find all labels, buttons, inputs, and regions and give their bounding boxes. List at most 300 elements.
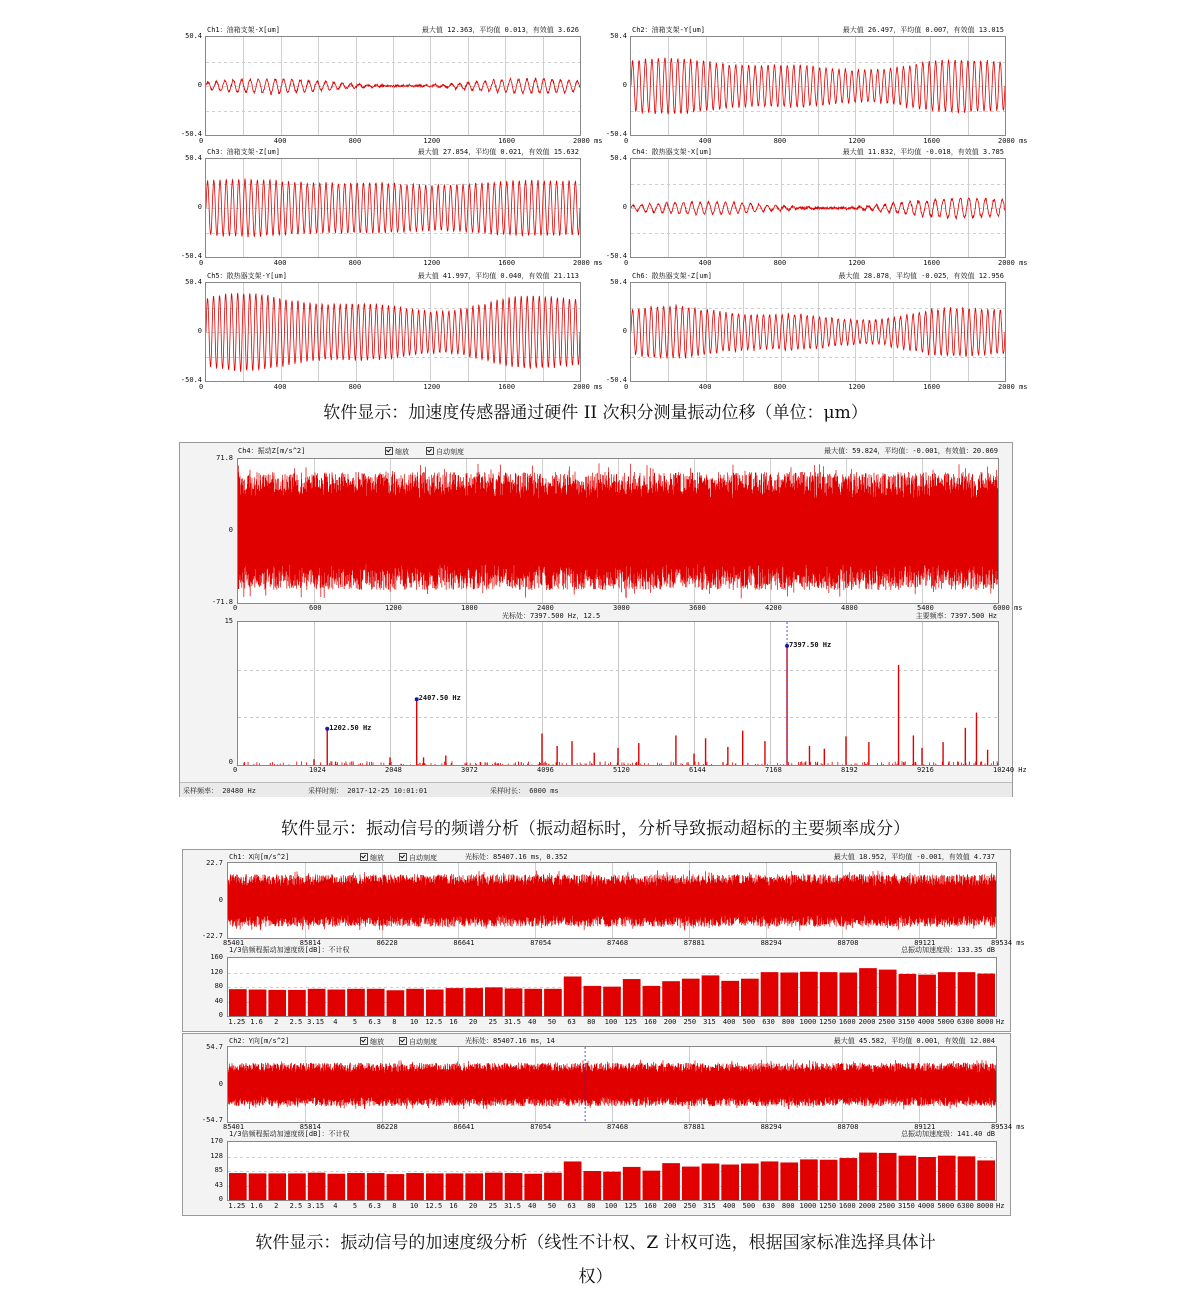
octave-band-label: 16 [449, 1202, 458, 1210]
x-tick-label: 2000 ms [573, 259, 603, 267]
y-max-label: 50.4 [185, 154, 202, 162]
x-tick-label: 85401 [223, 1123, 245, 1131]
x-tick-label: 1600 [498, 137, 516, 145]
bar-y-tick: 40 [214, 996, 223, 1005]
x-tick-label: 2000 ms [998, 383, 1028, 391]
octave-band-label: 16 [449, 1018, 458, 1026]
bar-y-tick: 0 [218, 1011, 223, 1019]
bar-chart-title: 1/3倍频程振动加速度级[dB]：不计权 [229, 946, 350, 954]
x-tick-label: 4200 [765, 604, 782, 612]
octave-bar [387, 990, 405, 1016]
octave-bar [899, 1156, 917, 1200]
waveform-svg [631, 283, 1005, 381]
octave-bar [721, 981, 739, 1016]
octave-band-label: 1.6 [250, 1018, 263, 1026]
x-tick-label: 800 [773, 383, 787, 391]
spectrum-x-tick: 6144 [689, 766, 706, 774]
x-tick-label: 1200 [423, 137, 441, 145]
octave-band-label: 63 [567, 1018, 576, 1026]
waveform-svg [631, 159, 1005, 257]
octave-band-label: 4 [333, 1202, 338, 1210]
main-frequency-readout: 主要频率：7397.500 Hz [915, 612, 997, 620]
octave-bar-svg [228, 1142, 996, 1200]
octave-bar [623, 1167, 641, 1200]
zoom-checkbox[interactable] [385, 447, 409, 456]
octave-band-label: 80 [587, 1018, 596, 1026]
waveform-plot-4 [630, 158, 1006, 258]
x-tick-label: 86228 [376, 939, 398, 947]
octave-bar [938, 972, 956, 1016]
octave-band-label: 20 [468, 1202, 478, 1210]
y-max-label: 22.7 [206, 859, 223, 867]
checkbox-icon[interactable] [385, 447, 393, 455]
channel-stats: 最大值 28.878，平均值 -0.025，有效值 12.956 [838, 272, 1004, 280]
x-tick-label: 89534 ms [991, 939, 1025, 947]
x-tick-label: 88294 [760, 939, 782, 947]
channel-stats: 最大值 11.832，平均值 -0.018，有效值 3.785 [842, 148, 1004, 156]
y-min-label: -50.4 [180, 252, 202, 260]
x-tick-label: 0 [199, 259, 204, 267]
y-zero-label: 0 [197, 81, 202, 89]
x-tick-label: 1200 [423, 259, 441, 267]
octave-band-label: 8000 [976, 1202, 994, 1210]
y-zero-label: 0 [228, 526, 233, 534]
spectrum-window [179, 442, 1027, 797]
time-plot-stats: 最大值：59.824，平均值：-0.001，有效值：20.069 [824, 447, 998, 455]
y-max-label: 50.4 [610, 278, 627, 286]
octave-bar [524, 989, 542, 1016]
acceleration-panel-1 [182, 849, 1025, 1032]
octave-band-label: 2.5 [289, 1202, 303, 1210]
checkbox-icon[interactable] [360, 853, 368, 861]
x-tick-label: 1600 [923, 137, 941, 145]
channel-stats: 最大值 41.997，平均值 0.040，有效值 21.113 [417, 272, 579, 280]
time-waveform-trace-core [238, 501, 998, 560]
octave-bar [958, 972, 976, 1016]
octave-band-label: 12.5 [425, 1018, 443, 1026]
acceleration-time-svg [228, 1047, 996, 1122]
octave-band-label: 250 [683, 1018, 697, 1026]
octave-bar [524, 1174, 542, 1200]
octave-bar [702, 975, 720, 1016]
octave-bar [662, 981, 680, 1016]
x-tick-label: 87881 [683, 1123, 705, 1131]
x-tick-label: 800 [773, 259, 787, 267]
autoscale-checkbox[interactable] [399, 853, 437, 862]
x-tick-label: 89121 [914, 939, 936, 947]
bar-y-tick: 170 [210, 1137, 223, 1145]
octave-band-label: 630 [762, 1202, 775, 1210]
octave-bar [308, 1173, 326, 1200]
x-tick-label: 1600 [923, 383, 941, 391]
total-level: 总振动加速度级：141.40 dB [901, 1130, 995, 1138]
octave-band-label: 160 [644, 1202, 657, 1210]
x-tick-label: 1200 [385, 604, 402, 612]
octave-band-label: 4000 [917, 1018, 935, 1026]
x-tick-label: 87468 [607, 939, 629, 947]
x-tick-label: 2000 ms [998, 137, 1028, 145]
x-tick-label: 88294 [760, 1123, 782, 1131]
y-zero-label: 0 [197, 203, 202, 211]
octave-band-label: 1600 [838, 1018, 856, 1026]
octave-bar [879, 970, 897, 1016]
status-bar [180, 782, 1012, 797]
checkbox-icon[interactable] [399, 1037, 407, 1045]
y-zero-label: 0 [622, 327, 627, 335]
waveform-plot-6 [630, 282, 1006, 382]
octave-band-label: 3150 [897, 1018, 915, 1026]
octave-bar [229, 989, 247, 1016]
autoscale-label: 自动刻度 [409, 1038, 437, 1046]
caption-spectrum: 软件显示：振动信号的频谱分析（振动超标时，分析导致振动超标的主要频率成分） [281, 819, 910, 839]
x-tick-label: 89121 [914, 1123, 936, 1131]
octave-bar [327, 990, 345, 1016]
octave-band-label: 800 [781, 1018, 795, 1026]
x-tick-label: 400 [698, 259, 712, 267]
octave-bar [682, 1167, 700, 1200]
sample-length: 采样时长： 6000 ms [490, 787, 559, 795]
peak-label: 1202.50 Hz [329, 723, 372, 732]
zoom-checkbox[interactable] [360, 853, 384, 862]
y-zero-label: 0 [197, 327, 202, 335]
acceleration-time-svg [228, 863, 996, 938]
octave-bar [288, 1173, 306, 1200]
octave-band-label: 1000 [799, 1018, 817, 1026]
octave-bar [958, 1156, 976, 1200]
y-zero-label: 0 [218, 1079, 223, 1088]
y-max-label: 50.4 [610, 32, 627, 40]
x-tick-label: 2400 [537, 604, 554, 612]
x-tick-label: 4800 [841, 604, 858, 612]
x-tick-label: 800 [348, 383, 362, 391]
caption-acceleration-2: 权） [578, 1267, 613, 1287]
octave-bar [367, 1173, 385, 1200]
spectrum-x-tick: 3072 [461, 766, 478, 774]
spectrum-x-tick: 8192 [841, 766, 858, 774]
waveform-svg [206, 159, 580, 257]
spectrum-x-tick: 1024 [309, 766, 326, 774]
octave-unit-label: Hz [996, 1018, 1005, 1026]
x-tick-label: 400 [698, 383, 712, 391]
x-tick-label: 1800 [461, 604, 478, 612]
panel-stats: 最大值 45.582，平均值 0.001，有效值 12.004 [833, 1037, 995, 1045]
spectrum-x-tick: 10240 Hz [993, 766, 1027, 774]
time-waveform-svg [238, 459, 998, 603]
octave-band-label: 25 [488, 1202, 498, 1210]
octave-bar [839, 973, 857, 1017]
octave-band-label: 31.5 [504, 1018, 521, 1026]
checkbox-icon[interactable] [426, 447, 434, 455]
octave-bar [721, 1165, 739, 1200]
sample-rate: 采样频率： 20480 Hz [183, 787, 256, 795]
octave-band-label: 2000 [858, 1202, 876, 1210]
bar-y-tick: 85 [214, 1166, 223, 1174]
octave-band-label: 2 [274, 1202, 279, 1210]
octave-band-label: 800 [781, 1202, 795, 1210]
octave-band-label: 1000 [799, 1202, 817, 1210]
octave-bar [702, 1163, 720, 1200]
octave-band-label: 6300 [957, 1202, 974, 1210]
y-max-label: 50.4 [185, 32, 202, 40]
bar-chart-title: 1/3倍频程振动加速度级[dB]：不计权 [229, 1130, 350, 1138]
octave-bar [485, 1173, 503, 1200]
octave-band-label: 200 [663, 1018, 677, 1026]
checkbox-icon[interactable] [360, 1037, 368, 1045]
acceleration-time-plot [227, 862, 997, 939]
octave-band-label: 125 [624, 1018, 638, 1026]
x-tick-label: 400 [273, 137, 287, 145]
octave-bar [465, 1173, 483, 1200]
y-zero-label: 0 [218, 895, 223, 904]
x-tick-label: 2000 ms [573, 137, 603, 145]
spectrum-y-max: 15 [224, 617, 233, 625]
y-zero-label: 0 [622, 203, 627, 211]
panel-title: Ch2：Y向[m/s^2] [229, 1037, 290, 1045]
channel-title: Ch3：油箱支架-Z[um] [207, 148, 280, 156]
octave-bar [347, 1173, 365, 1200]
octave-bar [603, 1172, 621, 1200]
channel-stats: 最大值 26.497，平均值 0.007，有效值 13.015 [842, 26, 1004, 34]
octave-band-label: 4 [333, 1018, 338, 1026]
x-tick-label: 400 [273, 383, 287, 391]
octave-band-label: 1250 [819, 1202, 837, 1210]
octave-band-label: 2500 [878, 1202, 896, 1210]
x-tick-label: 0 [624, 137, 629, 145]
octave-band-label: 3.15 [307, 1018, 325, 1026]
octave-bar [938, 1156, 956, 1200]
zoom-label: 缩放 [370, 854, 384, 862]
octave-bar [859, 968, 877, 1016]
octave-bar [446, 1173, 464, 1200]
octave-band-label: 5 [352, 1018, 358, 1026]
x-tick-label: 87881 [683, 939, 705, 947]
octave-band-label: 10 [409, 1018, 419, 1026]
spectrum-x-tick: 7168 [765, 766, 782, 774]
octave-band-label: 1250 [819, 1018, 837, 1026]
octave-bar [623, 979, 641, 1016]
octave-bar [544, 989, 562, 1016]
waveform-svg [206, 283, 580, 381]
octave-band-label: 1600 [838, 1202, 856, 1210]
x-tick-label: 86228 [376, 1123, 398, 1131]
octave-band-label: 4000 [917, 1202, 935, 1210]
spectrum-x-tick: 4096 [537, 766, 554, 774]
octave-bar [761, 1161, 779, 1200]
x-tick-label: 800 [348, 137, 362, 145]
x-tick-label: 2000 ms [998, 259, 1028, 267]
x-tick-label: 800 [773, 137, 787, 145]
sample-time: 采样时刻： 2017-12-25 10:01:01 [308, 787, 428, 795]
octave-band-label: 2.5 [289, 1018, 303, 1026]
octave-band-label: 2000 [858, 1018, 876, 1026]
peak-label: 7397.50 Hz [789, 640, 832, 649]
channel-title: Ch6：散热器支架-Z[um] [632, 272, 712, 280]
time-waveform-plot [237, 458, 999, 604]
octave-bar [662, 1163, 680, 1200]
octave-bar [308, 989, 326, 1016]
channel-title: Ch4：散热器支架-X[um] [632, 148, 712, 156]
octave-bar [268, 1173, 286, 1200]
x-tick-label: 86641 [453, 939, 475, 947]
waveform-svg [631, 37, 1005, 135]
cursor-readout: 光标处：85407.16 ms，0.352 [465, 853, 568, 861]
octave-bar [918, 975, 936, 1016]
octave-bar [899, 974, 917, 1016]
octave-band-label: 315 [703, 1202, 716, 1210]
zoom-checkbox[interactable] [360, 1037, 384, 1046]
octave-band-label: 63 [567, 1202, 576, 1210]
octave-band-label: 50 [547, 1018, 557, 1026]
caption-displacement: 软件显示：加速度传感器通过硬件 II 次积分测量振动位移（单位：μm） [323, 403, 868, 423]
autoscale-label: 自动刻度 [436, 448, 464, 456]
octave-bar [564, 976, 582, 1016]
octave-band-label: 315 [703, 1018, 716, 1026]
octave-unit-label: Hz [996, 1202, 1005, 1210]
channel-title: Ch5：散热器支架-Y[um] [207, 272, 287, 280]
acceleration-time-trace-core [228, 1074, 996, 1096]
octave-band-label: 5 [352, 1202, 358, 1210]
x-tick-label: 0 [199, 137, 204, 145]
y-max-label: 50.4 [610, 154, 627, 162]
octave-band-label: 1.25 [228, 1202, 246, 1210]
channel-stats: 最大值 12.363，平均值 0.013，有效值 3.626 [421, 26, 579, 34]
autoscale-checkbox[interactable] [426, 447, 464, 456]
octave-band-label: 2 [274, 1018, 279, 1026]
y-min-label: -50.4 [180, 376, 202, 384]
x-tick-label: 1600 [498, 259, 516, 267]
x-tick-label: 87468 [607, 1123, 629, 1131]
octave-bar [268, 990, 286, 1016]
octave-bar [800, 1159, 818, 1200]
x-tick-label: 400 [273, 259, 287, 267]
autoscale-label: 自动刻度 [409, 854, 437, 862]
octave-bar [780, 1162, 798, 1200]
zoom-label: 缩放 [395, 448, 409, 456]
x-tick-label: 2000 ms [573, 383, 603, 391]
total-level: 总振动加速度级：133.35 dB [901, 946, 995, 954]
octave-bar [387, 1174, 405, 1200]
y-min-label: -50.4 [605, 376, 627, 384]
waveform-plot-5 [205, 282, 581, 382]
spectrum-svg [238, 622, 998, 765]
x-tick-label: 88708 [837, 939, 859, 947]
spectrum-x-tick: 0 [233, 766, 238, 774]
x-tick-label: 1200 [848, 259, 866, 267]
x-tick-label: 1200 [848, 383, 866, 391]
octave-band-label: 8 [392, 1018, 397, 1026]
octave-band-label: 500 [742, 1202, 756, 1210]
bar-y-tick: 0 [218, 1195, 223, 1203]
octave-band-label: 5000 [937, 1018, 955, 1026]
bar-y-tick: 160 [210, 953, 223, 961]
octave-band-label: 3150 [897, 1202, 915, 1210]
y-min-label: -50.4 [180, 130, 202, 138]
octave-bar [820, 972, 838, 1016]
octave-band-label: 6300 [957, 1018, 974, 1026]
octave-band-label: 200 [663, 1202, 677, 1210]
bar-y-tick: 80 [214, 982, 223, 990]
octave-bar [643, 1171, 661, 1200]
octave-bar [879, 1153, 897, 1200]
octave-bar [426, 1173, 444, 1200]
y-min-label: -22.7 [201, 932, 223, 940]
peak-label: 2407.50 Hz [418, 694, 461, 703]
octave-band-label: 100 [604, 1202, 618, 1210]
x-tick-label: 1600 [923, 259, 941, 267]
octave-band-label: 10 [409, 1202, 419, 1210]
octave-bar [741, 1163, 759, 1200]
octave-band-label: 630 [762, 1018, 775, 1026]
x-tick-label: 1200 [423, 383, 441, 391]
x-tick-label: 3600 [689, 604, 706, 612]
octave-bar [800, 972, 818, 1016]
spectrum-x-tick: 2048 [385, 766, 402, 774]
checkbox-icon[interactable] [399, 853, 407, 861]
channel-title: Ch2：油箱支架-Y[um] [632, 26, 705, 34]
y-min-label: -71.8 [211, 598, 233, 606]
octave-band-label: 6.3 [368, 1018, 382, 1026]
octave-band-label: 400 [722, 1202, 736, 1210]
spectrum-plot [237, 621, 999, 766]
octave-bar [761, 972, 779, 1016]
octave-bar [741, 979, 759, 1016]
bar-y-tick: 128 [210, 1151, 223, 1160]
y-max-label: 54.7 [206, 1043, 223, 1051]
octave-bar [426, 990, 444, 1016]
octave-bar [446, 988, 464, 1016]
octave-bar-plot [227, 1141, 997, 1201]
time-plot-title: Ch4：振动Z[m/s^2] [238, 447, 306, 455]
octave-bar [288, 990, 306, 1016]
cursor-readout: 光标处：85407.16 ms，14 [465, 1037, 555, 1045]
x-tick-label: 0 [624, 383, 629, 391]
x-tick-label: 1200 [848, 137, 866, 145]
x-tick-label: 400 [698, 137, 712, 145]
x-tick-label: 0 [233, 604, 238, 612]
x-tick-label: 600 [309, 604, 322, 612]
octave-band-label: 2500 [878, 1018, 896, 1026]
panel-stats: 最大值 18.952，平均值 -0.001，有效值 4.737 [833, 853, 995, 861]
zoom-label: 缩放 [370, 1038, 384, 1046]
bar-y-tick: 120 [210, 967, 223, 976]
octave-bar [918, 1157, 936, 1200]
octave-band-label: 3.15 [307, 1202, 325, 1210]
octave-bar-svg [228, 958, 996, 1016]
x-tick-label: 89534 ms [991, 1123, 1025, 1131]
octave-band-label: 250 [683, 1202, 697, 1210]
autoscale-checkbox[interactable] [399, 1037, 437, 1046]
octave-bar [682, 979, 700, 1016]
octave-bar [485, 987, 503, 1016]
acceleration-time-trace-core [228, 887, 996, 913]
channel-stats: 最大值 27.854，平均值 0.021，有效值 15.632 [417, 148, 579, 156]
spectrum-x-tick: 5120 [613, 766, 630, 774]
octave-band-label: 160 [644, 1018, 657, 1026]
x-tick-label: 87054 [530, 939, 552, 947]
octave-band-label: 31.5 [504, 1202, 521, 1210]
channel-title: Ch1：油箱支架-X[um] [207, 26, 280, 34]
octave-band-label: 8 [392, 1202, 397, 1210]
y-min-label: -54.7 [201, 1116, 223, 1124]
octave-band-label: 20 [468, 1018, 478, 1026]
bar-y-tick: 43 [214, 1180, 223, 1189]
grid [238, 622, 998, 765]
octave-bar-plot [227, 957, 997, 1017]
waveform-plot-2 [630, 36, 1006, 136]
octave-bar [249, 990, 267, 1016]
octave-band-label: 125 [624, 1202, 638, 1210]
spectrum-x-tick: 9216 [917, 766, 934, 774]
